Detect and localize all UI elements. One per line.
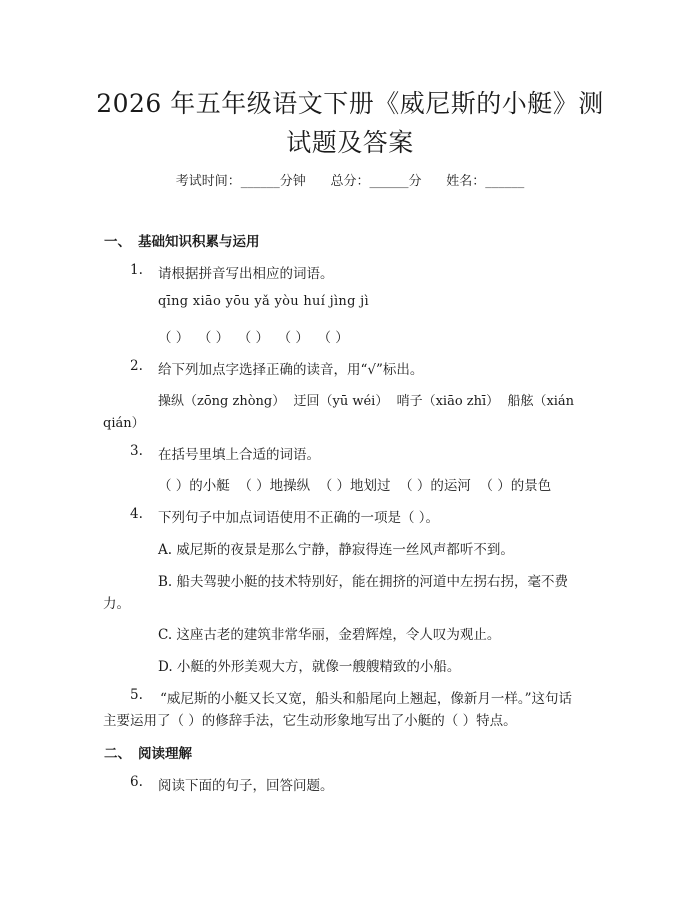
- question-5-text-line-2: 主要运用了（ ）的修辞手法，它生动形象地写出了小艇的（ ）特点。: [103, 713, 517, 729]
- question-4-option-d: D. 小艇的外形美观大方，就像一艘艘精致的小船。: [158, 659, 461, 675]
- question-4-option-b-line-2: 力。: [103, 596, 130, 612]
- title-line-2: 试题及答案: [286, 128, 414, 157]
- page-title: [80, 84, 620, 162]
- exam-meta-line: 考试时间：______分钟 总分：______分 姓名：______: [175, 174, 525, 189]
- section-2-number: 二、: [104, 746, 131, 762]
- question-4-option-c: C. 这座古老的建筑非常华丽，金碧辉煌，令人叹为观止。: [158, 627, 501, 643]
- question-3-text: 在括号里填上合适的词语。: [158, 447, 320, 463]
- question-5-text-line-1: “威尼斯的小艇又长又宽，船头和船尾向上翘起，像新月一样。”这句话: [160, 691, 573, 707]
- question-2-options-line-2: qián）: [103, 416, 145, 431]
- question-4-number: 4.: [130, 506, 143, 522]
- question-1-pinyin: qīng xiāo yōu yǎ yòu huí jìng jì: [158, 294, 369, 309]
- question-3-blanks: （ ）的小艇 （ ）地操纵 （ ）地划过 （ ）的运河 （ ）的景色: [158, 478, 552, 494]
- question-6-text: 阅读下面的句子，回答问题。: [158, 778, 334, 794]
- question-4-option-b-line-1: B. 船夫驾驶小艇的技术特别好，能在拥挤的河道中左拐右拐，毫不费: [158, 574, 569, 590]
- question-5-number: 5.: [130, 687, 143, 703]
- question-1-number: 1.: [130, 262, 143, 278]
- section-1-heading: 基础知识积累与运用: [138, 234, 260, 250]
- question-2-options-line-1: 操纵（zōng zhòng） 迂回（yū wéi） 哨子（xiāo zhī） 船舷（xián: [158, 394, 575, 409]
- question-1-text: 请根据拼音写出相应的词语。: [158, 266, 334, 282]
- question-2-number: 2.: [130, 358, 143, 374]
- question-1-answer-blanks: （ ） （ ） （ ） （ ） （ ）: [158, 330, 349, 346]
- title-line-1: 2026 年五年级语文下册《威尼斯的小艇》测: [96, 89, 604, 118]
- question-2-text: 给下列加点字选择正确的读音，用“√”标出。: [158, 362, 424, 378]
- question-4-option-a: A. 威尼斯的夜景是那么宁静，静寂得连一丝风声都听不到。: [158, 542, 514, 558]
- question-6-number: 6.: [130, 774, 143, 790]
- section-2-heading: 阅读理解: [138, 746, 192, 762]
- section-1-number: 一、: [104, 234, 131, 250]
- question-4-text: 下列句子中加点词语使用不正确的一项是（ ）。: [158, 510, 440, 526]
- question-3-number: 3.: [130, 443, 143, 459]
